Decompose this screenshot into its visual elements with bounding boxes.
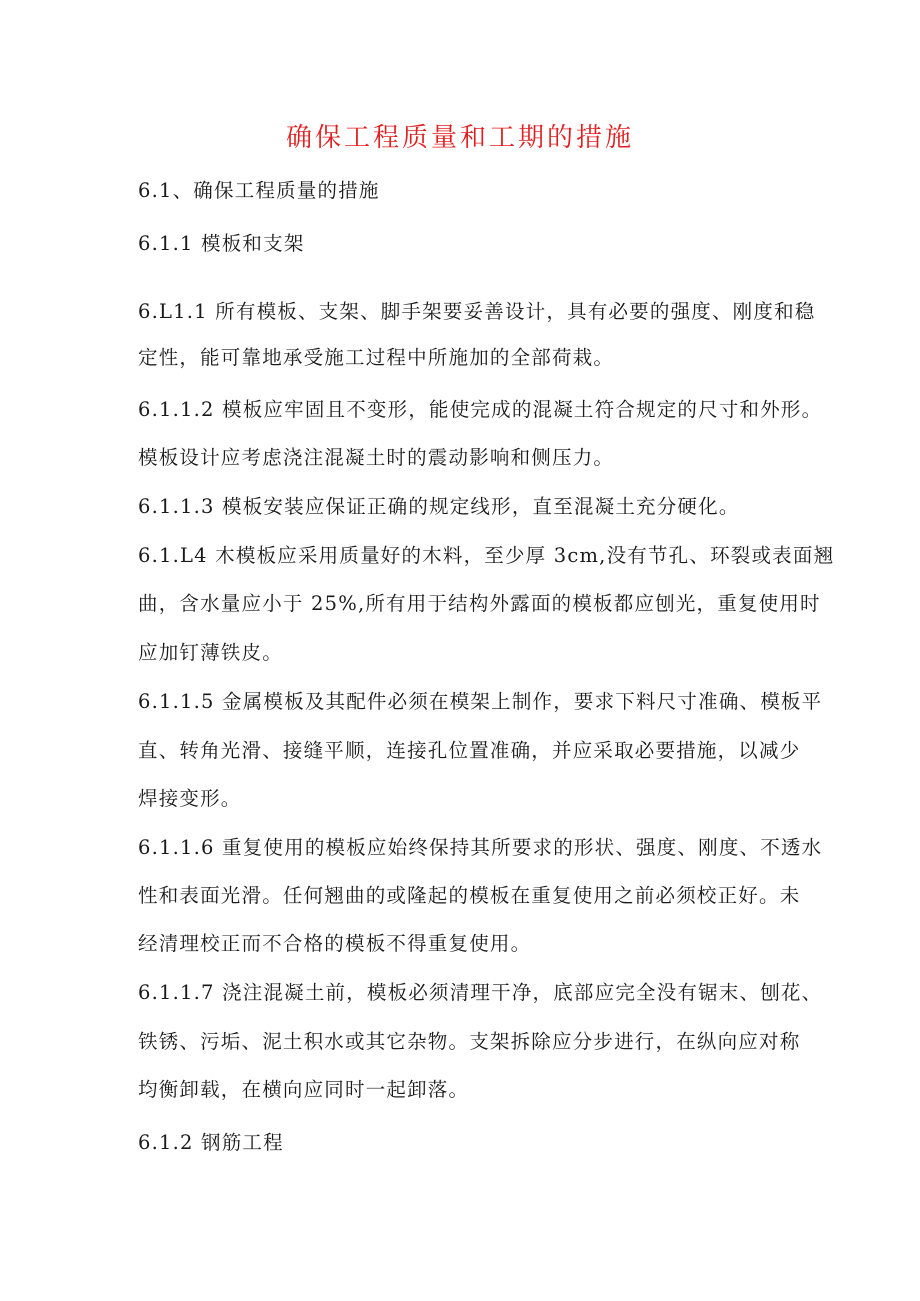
paragraph-line: 经清理校正而不合格的模板不得重复使用。 [138,932,532,955]
paragraph-line: 直、转角光滑、接缝平顺，连接孔位置准确，并应采取必要措施，以减少 [138,739,801,762]
paragraph-line: 6.1.1.3 模板安装应保证正确的规定线形，直至混凝土充分硬化。 [138,495,740,518]
paragraph-line: 模板设计应考虑浇注混凝土时的震动影响和侧压力。 [138,446,615,469]
paragraph-line: 性和表面光滑。任何翘曲的或隆起的模板在重复使用之前必须校正好。未 [138,884,801,907]
paragraph-line: 定性，能可靠地承受施工过程中所施加的全部荷栽。 [138,346,615,369]
paragraph-line: 6.L1.1 所有模板、支架、脚手架要妥善设计，具有必要的强度、刚度和稳 [138,300,816,323]
paragraph-line: 6.1.L4 木模板应采用质量好的木料，至少厚 3cm,没有节孔、环裂或表面翘 [138,544,835,567]
paragraph-line: 6.1.1.5 金属模板及其配件必须在模架上制作，要求下料尺寸准确、模板平 [138,690,823,713]
subsection-heading: 6.1.2 钢筋工程 [138,1131,284,1154]
paragraph-line: 焊接变形。 [138,787,242,810]
paragraph-line: 铁锈、污垢、泥土积水或其它杂物。支架拆除应分步进行，在纵向应对称 [138,1030,801,1053]
paragraph-line: 均衡卸载，在横向应同时一起卸落。 [138,1078,470,1101]
document-title: 确保工程质量和工期的措施 [285,123,634,153]
paragraph-line: 曲，含水量应小于 25%,所有用于结构外露面的模板都应刨光，重复使用时 [138,592,821,615]
paragraph-line: 6.1.1.6 重复使用的模板应始终保持其所要求的形状、强度、刚度、不透水 [138,836,823,859]
paragraph-line: 6.1.1.2 模板应牢固且不变形，能使完成的混凝土符合规定的尺寸和外形。 [138,398,823,421]
paragraph-line: 应加钉薄铁皮。 [138,641,283,664]
subsection-heading: 6.1.1 模板和支架 [138,232,305,255]
paragraph-line: 6.1.1.7 浇注混凝土前，模板必须清理干净，底部应完全没有锯末、刨花、 [138,981,823,1004]
section-heading: 6.1、确保工程质量的措施 [138,179,380,202]
